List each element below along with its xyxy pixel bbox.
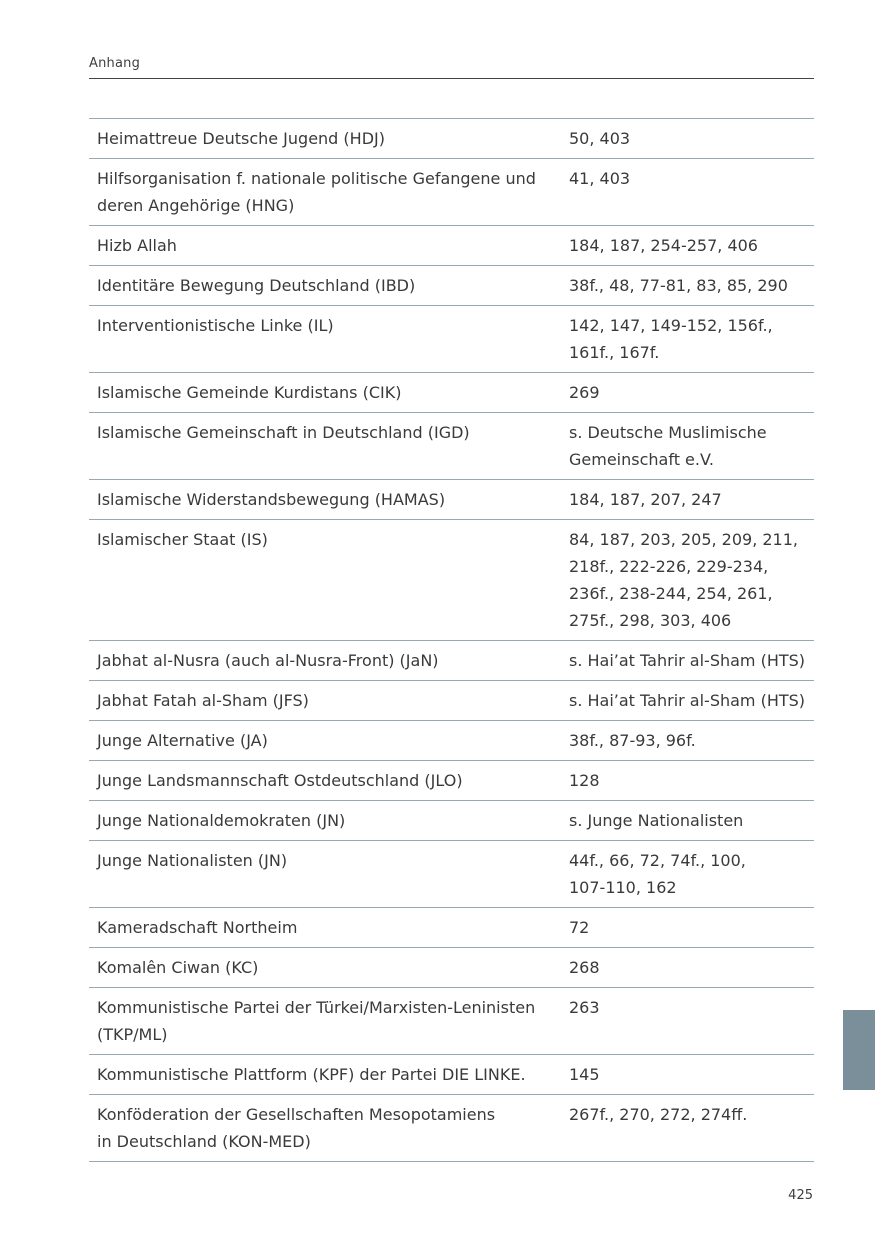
table-row bbox=[89, 801, 814, 841]
entry-pages-cell bbox=[561, 841, 814, 908]
entry-name: Konföderation der Gesellschaften Mesopotamiens in Deutschland (KON-MED) bbox=[97, 1105, 496, 1151]
entry-name: Hilfsorganisation f. nationale politische Gefangene und deren Angehörige (HNG) bbox=[97, 169, 536, 215]
entry-name-cell bbox=[89, 373, 561, 413]
table-row bbox=[89, 681, 814, 721]
entry-pages-cell bbox=[561, 266, 814, 306]
entry-name-cell bbox=[89, 841, 561, 908]
entry-name: Junge Nationaldemokraten (JN) bbox=[97, 811, 346, 830]
page-number: 425 bbox=[788, 1188, 813, 1203]
table-row bbox=[89, 266, 814, 306]
entry-pages: 50, 403 bbox=[569, 129, 631, 148]
entry-name: Identitäre Bewegung Deutschland (IBD) bbox=[97, 276, 416, 295]
table-row bbox=[89, 1095, 814, 1162]
table-row bbox=[89, 988, 814, 1055]
entry-name-cell bbox=[89, 908, 561, 948]
table-row bbox=[89, 721, 814, 761]
entry-name: Islamische Widerstandsbewegung (HAMAS) bbox=[97, 490, 446, 509]
entry-pages-cell bbox=[561, 306, 814, 373]
entry-name: Junge Landsmannschaft Ostdeutschland (JLO) bbox=[97, 771, 463, 790]
entry-name-cell bbox=[89, 480, 561, 520]
entry-name-cell bbox=[89, 306, 561, 373]
entry-pages-cell bbox=[561, 761, 814, 801]
entry-pages: 38f., 48, 77-81, 83, 85, 290 bbox=[569, 276, 788, 295]
entry-pages-cell bbox=[561, 1095, 814, 1162]
table-row bbox=[89, 159, 814, 226]
entry-name: Islamischer Staat (IS) bbox=[97, 530, 268, 549]
table-row bbox=[89, 641, 814, 681]
entry-name: Islamische Gemeinde Kurdistans (CIK) bbox=[97, 383, 402, 402]
entry-pages-cell bbox=[561, 641, 814, 681]
table-row bbox=[89, 841, 814, 908]
entry-name-cell bbox=[89, 681, 561, 721]
entry-pages: 268 bbox=[569, 958, 600, 977]
entry-name-cell bbox=[89, 1055, 561, 1095]
table-row bbox=[89, 761, 814, 801]
entry-pages: s. Hai’at Tahrir al-Sham (HTS) bbox=[569, 691, 806, 710]
entry-pages: 44f., 66, 72, 74f., 100, 107-110, 162 bbox=[569, 851, 746, 897]
entry-pages: 84, 187, 203, 205, 209, 211, 218f., 222-226, 229-234, 236f., 238-244, 254, 261, 275f., 298, 303, 406 bbox=[569, 530, 798, 630]
entry-pages: 263 bbox=[569, 998, 600, 1017]
entry-pages-cell bbox=[561, 908, 814, 948]
entry-name: Komalên Ciwan (KC) bbox=[97, 958, 259, 977]
entry-pages: 145 bbox=[569, 1065, 600, 1084]
entry-pages-cell bbox=[561, 988, 814, 1055]
entry-name: Junge Nationalisten (JN) bbox=[97, 851, 288, 870]
table-row bbox=[89, 948, 814, 988]
entry-pages: 184, 187, 254-257, 406 bbox=[569, 236, 758, 255]
table-row bbox=[89, 908, 814, 948]
entry-name: Interventionistische Linke (IL) bbox=[97, 316, 334, 335]
entry-name-cell bbox=[89, 413, 561, 480]
entry-pages-cell bbox=[561, 520, 814, 641]
entry-pages: 128 bbox=[569, 771, 600, 790]
entry-name: Jabhat al-Nusra (auch al-Nusra-Front) (JaN) bbox=[97, 651, 439, 670]
table-row bbox=[89, 373, 814, 413]
entry-pages-cell bbox=[561, 721, 814, 761]
table-row bbox=[89, 226, 814, 266]
entry-pages-cell bbox=[561, 801, 814, 841]
entry-pages-cell bbox=[561, 1055, 814, 1095]
entry-name-cell bbox=[89, 266, 561, 306]
index-table bbox=[89, 118, 814, 1162]
entry-pages: s. Hai’at Tahrir al-Sham (HTS) bbox=[569, 651, 806, 670]
entry-name: Kommunistische Partei der Türkei/Marxisten-Leninisten (TKP/ML) bbox=[97, 998, 536, 1044]
entry-name-cell bbox=[89, 1095, 561, 1162]
entry-name-cell bbox=[89, 520, 561, 641]
entry-pages: 184, 187, 207, 247 bbox=[569, 490, 722, 509]
table-row bbox=[89, 306, 814, 373]
entry-name-cell bbox=[89, 119, 561, 159]
entry-name-cell bbox=[89, 226, 561, 266]
entry-pages: 72 bbox=[569, 918, 590, 937]
entry-name-cell bbox=[89, 761, 561, 801]
table-row bbox=[89, 413, 814, 480]
entry-pages-cell bbox=[561, 119, 814, 159]
entry-name: Kommunistische Plattform (KPF) der Partei DIE LINKE. bbox=[97, 1065, 526, 1084]
running-head-title: Anhang bbox=[89, 56, 141, 71]
entry-name-cell bbox=[89, 948, 561, 988]
entry-pages-cell bbox=[561, 159, 814, 226]
entry-pages-cell bbox=[561, 226, 814, 266]
entry-pages-cell bbox=[561, 948, 814, 988]
entry-pages-cell bbox=[561, 480, 814, 520]
entry-pages: 269 bbox=[569, 383, 600, 402]
entry-name-cell bbox=[89, 988, 561, 1055]
entry-name: Hizb Allah bbox=[97, 236, 177, 255]
entry-pages-cell bbox=[561, 373, 814, 413]
entry-pages-cell bbox=[561, 681, 814, 721]
entry-name-cell bbox=[89, 721, 561, 761]
entry-name: Kameradschaft Northeim bbox=[97, 918, 298, 937]
entry-name-cell bbox=[89, 801, 561, 841]
table-row bbox=[89, 119, 814, 159]
table-row bbox=[89, 480, 814, 520]
entry-pages-cell bbox=[561, 413, 814, 480]
header-rule bbox=[89, 78, 814, 79]
entry-name: Jabhat Fatah al-Sham (JFS) bbox=[97, 691, 309, 710]
entry-name: Junge Alternative (JA) bbox=[97, 731, 268, 750]
entry-name-cell bbox=[89, 641, 561, 681]
index-table-body bbox=[89, 119, 814, 1162]
table-row bbox=[89, 1055, 814, 1095]
entry-pages: 142, 147, 149-152, 156f., 161f., 167f. bbox=[569, 316, 773, 362]
table-row bbox=[89, 520, 814, 641]
chapter-thumb-tab bbox=[843, 1010, 875, 1090]
entry-name-cell bbox=[89, 159, 561, 226]
entry-pages: s. Junge Nationalisten bbox=[569, 811, 744, 830]
entry-pages: 38f., 87-93, 96f. bbox=[569, 731, 696, 750]
entry-name: Islamische Gemeinschaft in Deutschland (IGD) bbox=[97, 423, 470, 442]
entry-pages: 41, 403 bbox=[569, 169, 631, 188]
entry-name: Heimattreue Deutsche Jugend (HDJ) bbox=[97, 129, 385, 148]
entry-pages: s. Deutsche Muslimische Gemeinschaft e.V. bbox=[569, 423, 767, 469]
entry-pages: 267f., 270, 272, 274ff. bbox=[569, 1105, 748, 1124]
